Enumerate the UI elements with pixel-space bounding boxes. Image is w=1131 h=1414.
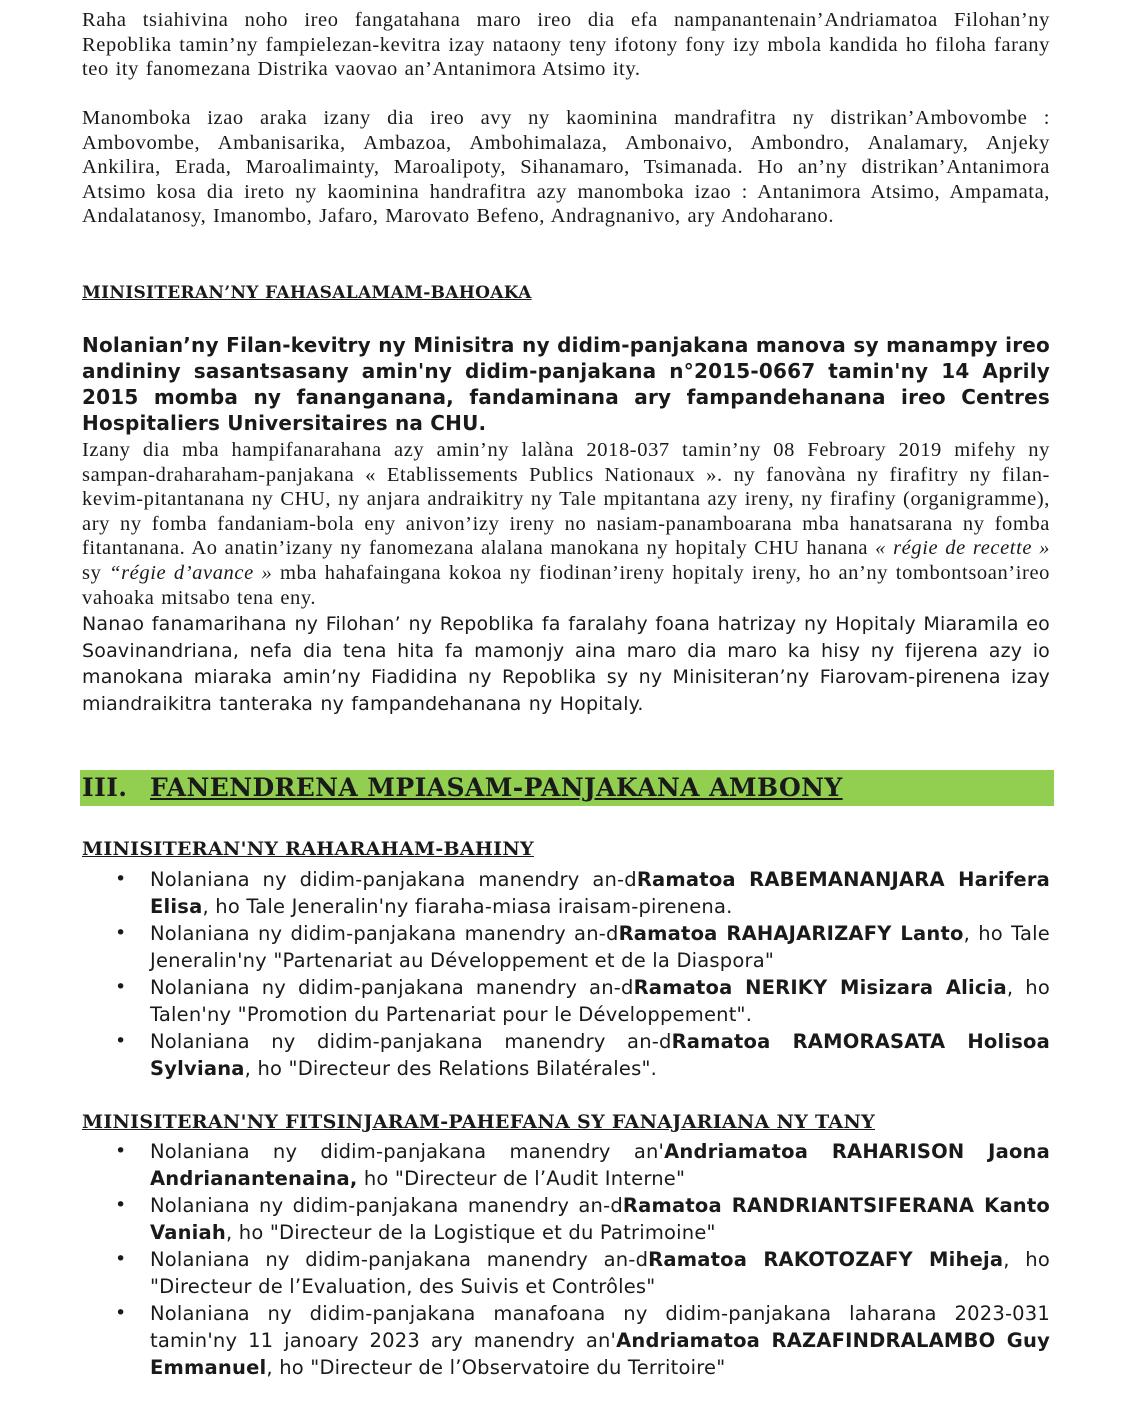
list-item — [82, 1138, 1050, 1192]
item-text: Nolaniana ny didim-panjakana manendry an-d — [150, 976, 634, 999]
list-item — [82, 974, 1050, 1028]
item-role: , ho Talen'ny "Promotion du Partenariat pour le Développement". — [150, 976, 1050, 1026]
item-role: , ho Tale Jeneralin'ny "Partenariat au Développement et de la Diaspora" — [150, 922, 1050, 972]
section-heading-health-ministry: MINISITERAN’NY FAHASALAMAM-BAHOAKA — [82, 283, 532, 303]
item-text: Nolaniana ny didim-panjakana manendry an-d — [150, 1194, 623, 1217]
item-role: , ho "Directeur des Relations Bilatérales". — [244, 1057, 658, 1080]
decree-title-chu: Nolanian’ny Filan-kevitry ny Minisitra ny didim-panjakana manova sy manampy ireo andininy sasantsasany amin'ny didim-panjakana n°2015-0667 tamin'ny 14 Aprily 2015 momba ny fananganana, fandaminana ary fampandehanana ireo Centres Hospitaliers Universitaires na CHU. — [82, 333, 1050, 435]
list-item — [82, 920, 1050, 974]
appointee-name: Ramatoa RAHAJARIZAFY Lanto — [618, 922, 964, 945]
section-number: III. — [82, 773, 128, 802]
appointee-name: Ramatoa RAMORASATA Holisoa Sylviana — [150, 1030, 1051, 1080]
list-item — [82, 1192, 1050, 1246]
italic-regie-avance: “régie d’avance » — [109, 561, 273, 584]
paragraph-district-intro: Raha tsiahivina noho ireo fangatahana maro ireo dia efa nampanantenain’Andriamatoa Filohan’ny Repoblika tamin’ny fampielezan-kevitra izay nataony teny ifotony fony izy mbola kandida ho filoha farany teo ity fanomezana Distrika vaovao an’Antanimora Atsimo ity. — [82, 9, 1050, 81]
paragraph-military-hospital: Nanao fanamarihana ny Filohan’ ny Repoblika fa faralahy foana hatrizay ny Hopitaly Miaramila eo Soavinandriana, nefa dia tena hita fa mamonjy aina maro dia maro ka hisy ny fijerena azy io manokana miaraka amin’ny Fiadidina ny Repoblika sy ny Minisiteran’ny Fiarovam-pirenena izay miandraikitra tanteraka ny fampandehanana ny Hopitaly. — [82, 613, 1050, 715]
item-role: ho "Directeur de l’Audit Interne" — [357, 1167, 686, 1190]
item-role: , ho "Directeur de la Logistique et du Patrimoine" — [226, 1221, 716, 1244]
section-title-text: FANENDRENA MPIASAM-PANJAKANA AMBONY — [150, 773, 843, 802]
list-item — [82, 866, 1050, 920]
item-text: Nolaniana ny didim-panjakana manendry an-d — [150, 1248, 649, 1271]
item-text: Nolaniana ny didim-panjakana manendry an-d — [150, 868, 637, 891]
paragraph-communes-list: Manomboka izao araka izany dia ireo avy ny kaominina mandrafitra ny distrikan’Ambovombe : Ambovombe, Ambanisarika, Ambazoa, Ambohimalaza, Ambonaivo, Ambondro, Analamary, Anjeky Ankilira, Erada, Maroalimainty, Maroalipoty, Sihanamaro, Tsimanada. Ho an’ny distrikan’Antanimora Atsimo kosa dia ireto ny kaominina handrafitra azy manomboka izao : Antanimora Atsimo, Ampamata, Andalatanosy, Imanombo, Jafaro, Marovato Befeno, Andragnanivo, ary Andoharano. — [82, 107, 1050, 228]
section-heading-foreign-affairs: MINISITERAN'NY RAHARAHAM-BAHINY — [82, 838, 534, 860]
appointee-name: Ramatoa NERIKY Misizara Alicia — [633, 976, 1007, 999]
italic-regie-recette: « régie de recette » — [875, 537, 1050, 560]
appointee-name: Ramatoa RAKOTOZAFY Miheja — [648, 1248, 1004, 1271]
item-role: , ho "Directeur de l’Evaluation, des Suivis et Contrôles" — [150, 1248, 1050, 1298]
section-heading-decentralization: MINISITERAN'NY FITSINJARAM-PAHEFANA SY FANAJARIANA NY TANY — [82, 1111, 875, 1133]
list-item — [82, 1300, 1050, 1381]
item-role: , ho Tale Jeneralin'ny fiaraha-miasa iraisam-pirenena. — [202, 895, 733, 918]
item-text: Nolaniana ny didim-panjakana manendry an-d — [150, 922, 619, 945]
appointee-name: Andriamatoa RAHARISON Jaona Andrianantenaina, — [150, 1140, 1050, 1190]
text-segment: sy — [82, 561, 110, 584]
list-item — [82, 1246, 1050, 1300]
appointee-name: Ramatoa RABEMANANJARA Harifera Elisa — [150, 868, 1050, 918]
appointments-list-decentralization — [82, 1138, 1050, 1381]
item-text: Nolaniana ny didim-panjakana manafoana ny didim-panjakana laharana 2023-031 tamin'ny 11 janoary 2023 ary manendry an' — [150, 1302, 1050, 1352]
list-item — [82, 1028, 1050, 1082]
text-segment: mba hahafaingana kokoa ny fiodinan’ireny hopitaly ireny, ho an’ny tombontsoan’ireo vahoaka mitsabo tena eny. — [82, 561, 1050, 609]
section-banner-title — [82, 772, 843, 804]
item-text: Nolaniana ny didim-panjakana manendry an-d — [150, 1030, 672, 1053]
appointee-name: Ramatoa RANDRIANTSIFERANA Kanto Vaniah — [150, 1194, 1051, 1244]
appointee-name: Andriamatoa RAZAFINDRALAMBO Guy Emmanuel — [150, 1329, 1051, 1379]
text-segment: Izany dia mba hampifanarahana azy amin’ny lalàna 2018-037 tamin’ny 08 Febroary 2019 mifehy ny sampan-draharaham-panjakana « Etablissements Publics Nationaux ». ny fanovàna ny firafitry ny filan-kevim-pitantanana ny CHU, ny anjara andraikitry ny Tale mpitantana azy ireny, ny firafiny (organigramme), ary ny fomba fandaniam-bola eny anivon’izy ireny no nasiam-panamboarana mba hanatsarana ny fomba fitantanana. Ao anatin’izany ny fanomezana alalana manokana ny hopitaly CHU hanana — [82, 439, 1050, 560]
appointments-list-foreign-affairs — [82, 866, 1050, 1082]
item-role: , ho "Directeur de l’Observatoire du Territoire" — [266, 1356, 726, 1379]
paragraph-chu-details — [82, 438, 1050, 610]
item-text: Nolaniana ny didim-panjakana manendry an' — [150, 1140, 665, 1163]
